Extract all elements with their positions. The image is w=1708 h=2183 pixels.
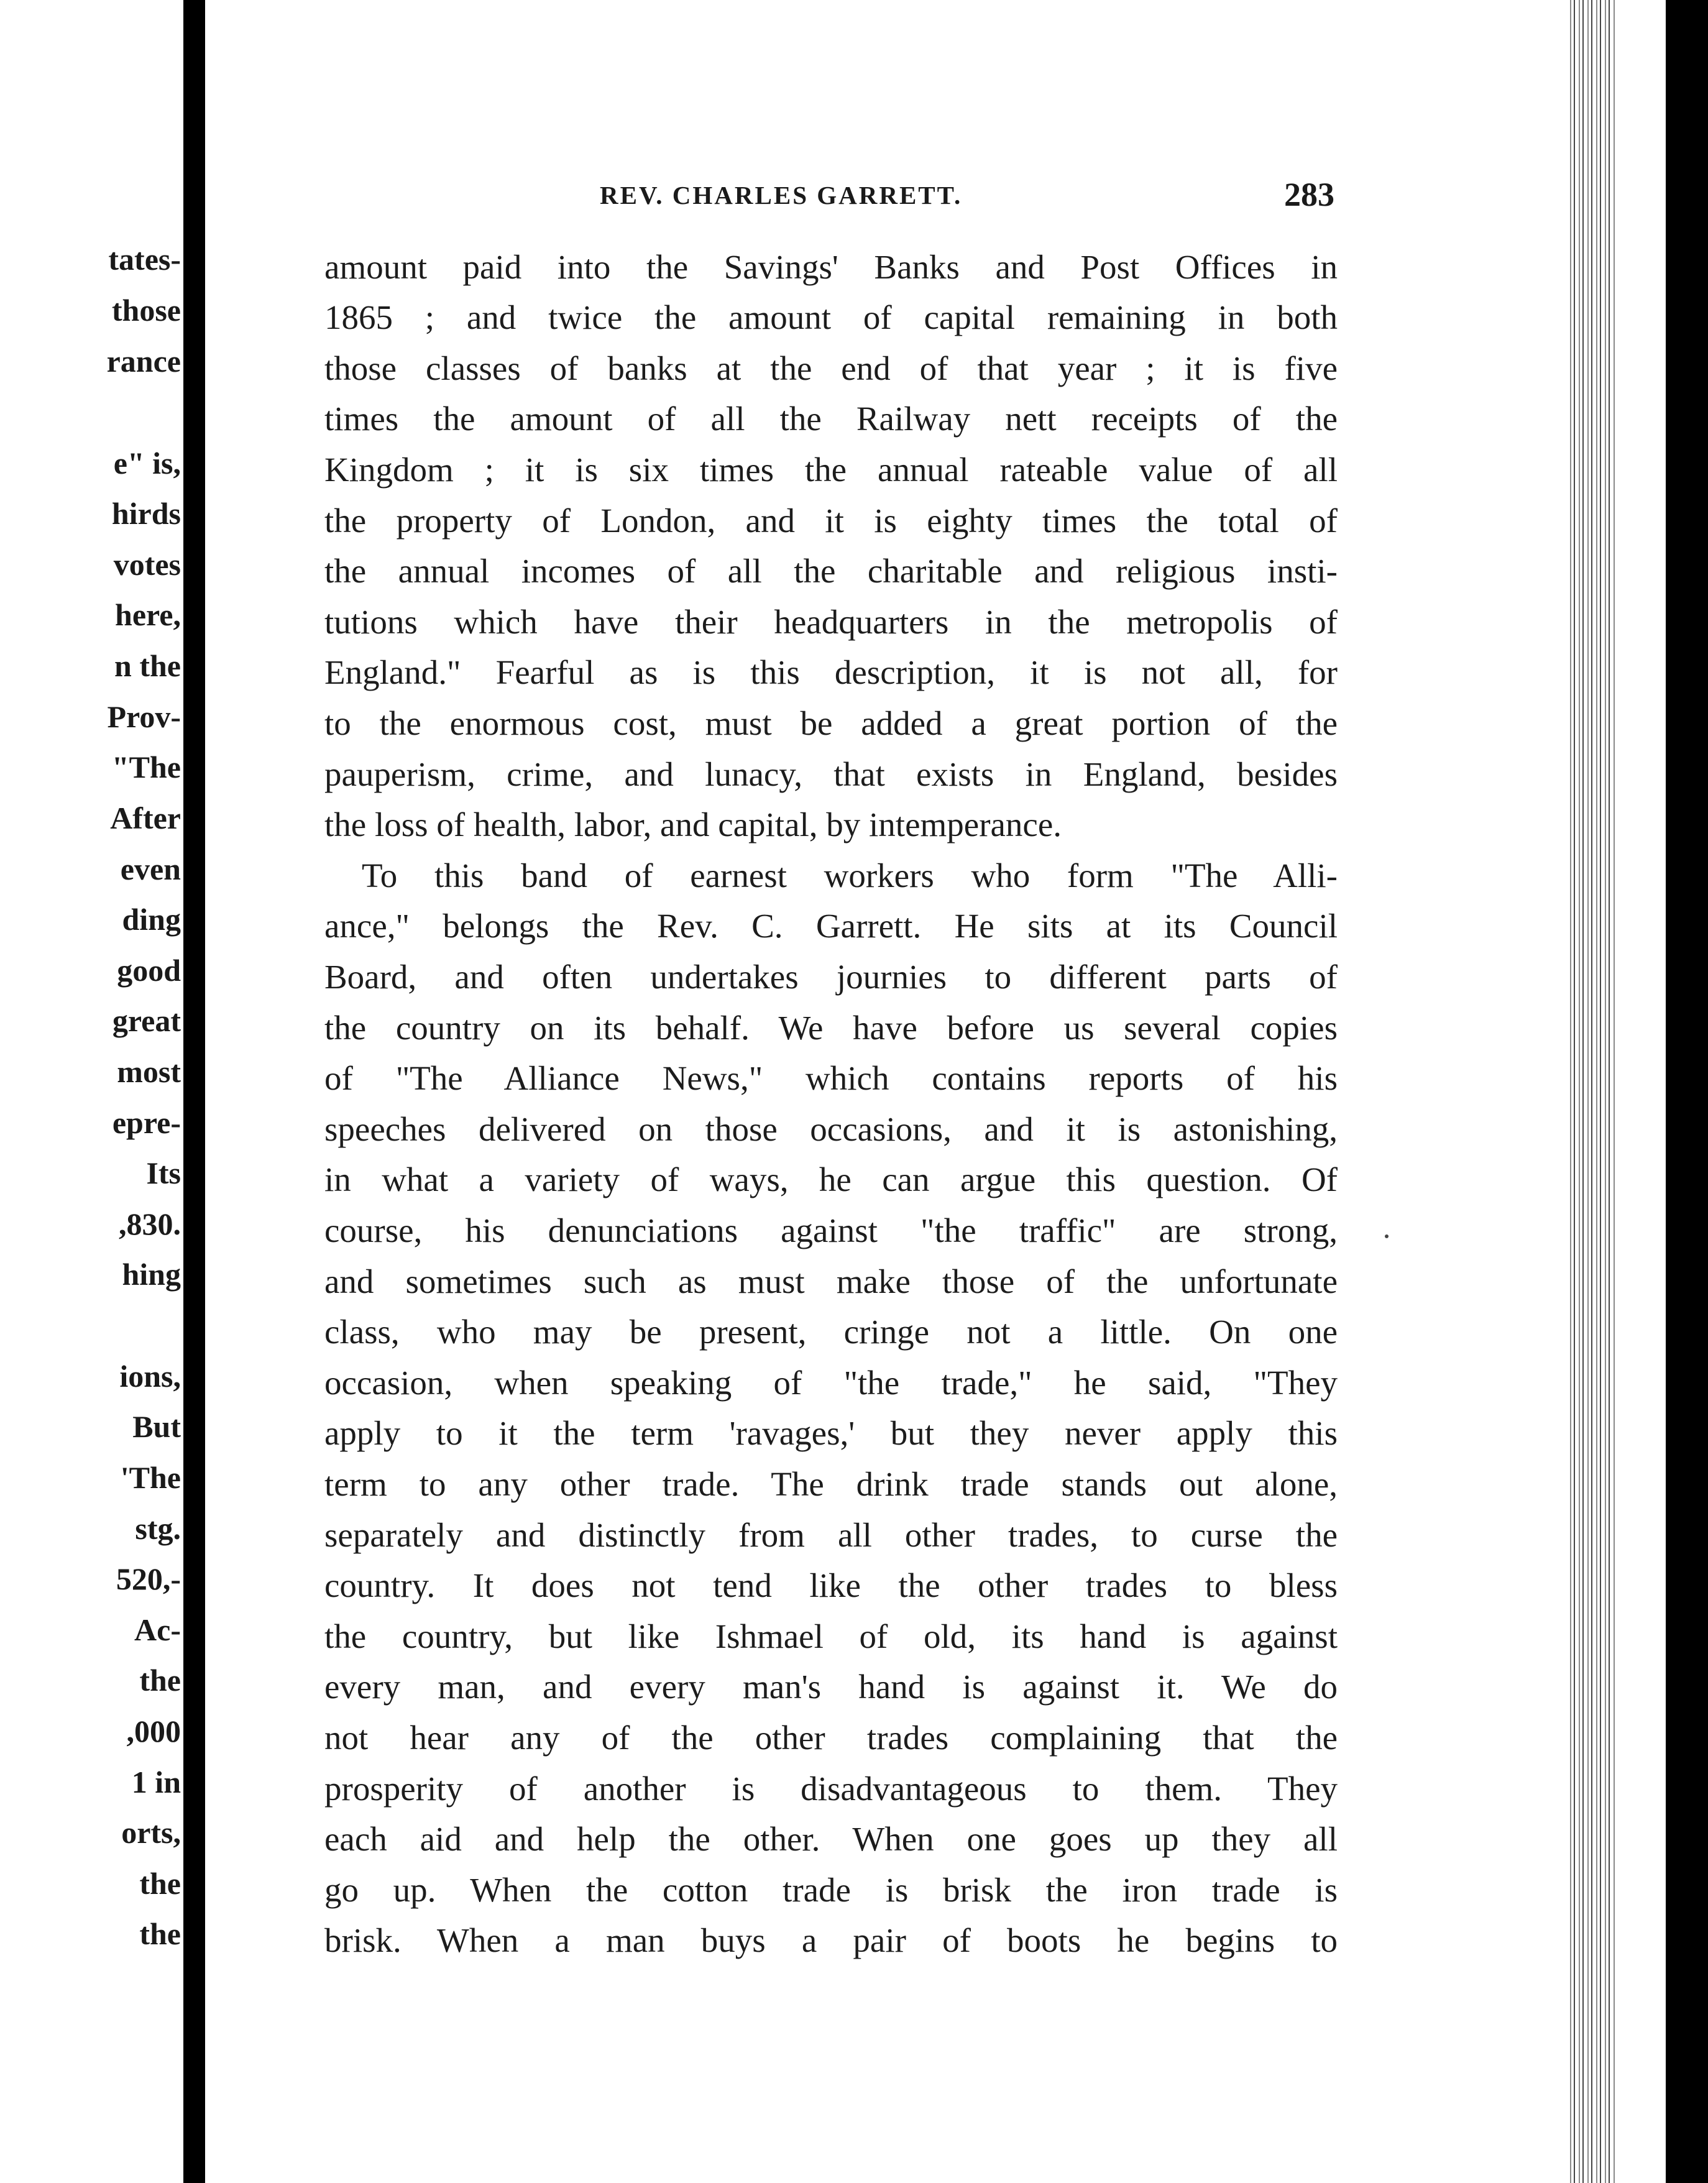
- facing-line: ions,: [119, 1359, 181, 1394]
- facing-line: 520,-: [116, 1561, 181, 1596]
- facing-page-fragment: [0, 0, 183, 2183]
- text-line: the annual incomes of all the charitable and religious insti-: [324, 552, 1338, 590]
- text-line: to the enormous cost, must be added a great portion of the: [324, 704, 1338, 742]
- facing-line: Its: [146, 1156, 181, 1190]
- facing-line: the: [139, 1663, 181, 1698]
- text-line: the loss of health, labor, and capital, by intemperance.: [324, 806, 1062, 843]
- text-line: amount paid into the Savings' Banks and Post Offices in: [324, 248, 1338, 286]
- facing-line: ,830.: [119, 1206, 181, 1241]
- page-number: 283: [1284, 176, 1334, 213]
- text-line: the country, but like Ishmael of old, its hand is against: [324, 1617, 1338, 1655]
- text-line: the country on its behalf. We have before us several copies: [324, 1009, 1338, 1047]
- text-line: every man, and every man's hand is against it. We do: [324, 1668, 1338, 1706]
- text-line: England." Fearful as is this description, it is not all, for: [324, 653, 1338, 691]
- facing-line: Prov-: [107, 699, 181, 734]
- text-line: brisk. When a man buys a pair of boots he begins to: [324, 1921, 1338, 1959]
- text-line: occasion, when speaking of "the trade," he said, "They: [324, 1364, 1338, 1402]
- facing-line: epre-: [112, 1105, 181, 1140]
- text-line: term to any other trade. The drink trade stands out alone,: [324, 1465, 1338, 1503]
- facing-line: those: [111, 293, 181, 328]
- facing-line: good: [117, 953, 181, 988]
- facing-line: hing: [122, 1257, 181, 1292]
- running-head: REV. CHARLES GARRETT.: [600, 181, 963, 209]
- text-line: To this band of earnest workers who form "The Alli-: [362, 857, 1338, 894]
- text-line: apply to it the term 'ravages,' but they never apply this: [324, 1414, 1338, 1452]
- facing-line: "The: [111, 750, 181, 784]
- text-line: prosperity of another is disadvantageous to them. They: [324, 1770, 1338, 1808]
- facing-line: here,: [115, 597, 181, 632]
- facing-line: e" is,: [113, 446, 181, 480]
- text-line: those classes of banks at the end of that year ; it is five: [324, 349, 1338, 387]
- facing-line: most: [117, 1054, 181, 1089]
- text-line: and sometimes such as must make those of the unfortunate: [324, 1262, 1338, 1300]
- facing-line: 1 in: [131, 1765, 181, 1799]
- facing-line: ding: [122, 902, 181, 937]
- facing-line: But: [132, 1409, 181, 1444]
- facing-line: 'The: [120, 1460, 181, 1495]
- facing-line: After: [110, 801, 181, 835]
- facing-line: hirds: [111, 496, 181, 531]
- text-line: the property of London, and it is eighty times the total of: [324, 502, 1338, 540]
- text-line: class, who may be present, cringe not a little. On one: [324, 1313, 1338, 1351]
- text-line: go up. When the cotton trade is brisk the iron trade is: [324, 1871, 1338, 1909]
- text-line: speeches delivered on those occasions, and it is astonishing,: [324, 1110, 1338, 1148]
- facing-line: rance: [106, 344, 181, 379]
- page-edges: [1566, 0, 1616, 2183]
- text-line: of "The Alliance News," which contains reports of his: [324, 1059, 1338, 1097]
- text-line: 1865 ; and twice the amount of capital remaining in both: [324, 298, 1338, 336]
- text-line: country. It does not tend like the other trades to bless: [324, 1566, 1338, 1604]
- facing-line: stg.: [135, 1511, 181, 1546]
- text-line: tutions which have their headquarters in the metropolis of: [324, 603, 1338, 641]
- text-line: pauperism, crime, and lunacy, that exists in England, besides: [324, 755, 1338, 793]
- facing-line: the: [139, 1866, 181, 1901]
- text-line: separately and distinctly from all other trades, to curse the: [324, 1516, 1338, 1554]
- facing-line: Ac-: [134, 1612, 181, 1647]
- facing-line: ,000: [126, 1714, 181, 1749]
- book-gutter: [183, 0, 205, 2183]
- text-line: Board, and often undertakes journies to different parts of: [324, 958, 1338, 996]
- facing-line: n the: [114, 648, 181, 683]
- facing-line: the: [139, 1916, 181, 1951]
- ink-speck: [1385, 1234, 1389, 1238]
- text-line: Kingdom ; it is six times the annual rateable value of all: [324, 451, 1338, 489]
- facing-line: even: [120, 852, 181, 886]
- facing-line: votes: [113, 547, 181, 582]
- page-header: [380, 175, 1334, 219]
- text-line: in what a variety of ways, he can argue this question. Of: [324, 1160, 1338, 1198]
- facing-line: orts,: [121, 1815, 181, 1850]
- facing-line: tates-: [108, 242, 181, 277]
- facing-line: great: [112, 1003, 181, 1038]
- text-line: not hear any of the other trades complaining that the: [324, 1719, 1338, 1757]
- text-line: each aid and help the other. When one goes up they all: [324, 1820, 1338, 1858]
- text-line: course, his denunciations against "the traffic" are strong,: [324, 1211, 1338, 1249]
- text-line: times the amount of all the Railway nett receipts of the: [324, 400, 1338, 438]
- text-line: ance," belongs the Rev. C. Garrett. He sits at its Council: [324, 907, 1338, 945]
